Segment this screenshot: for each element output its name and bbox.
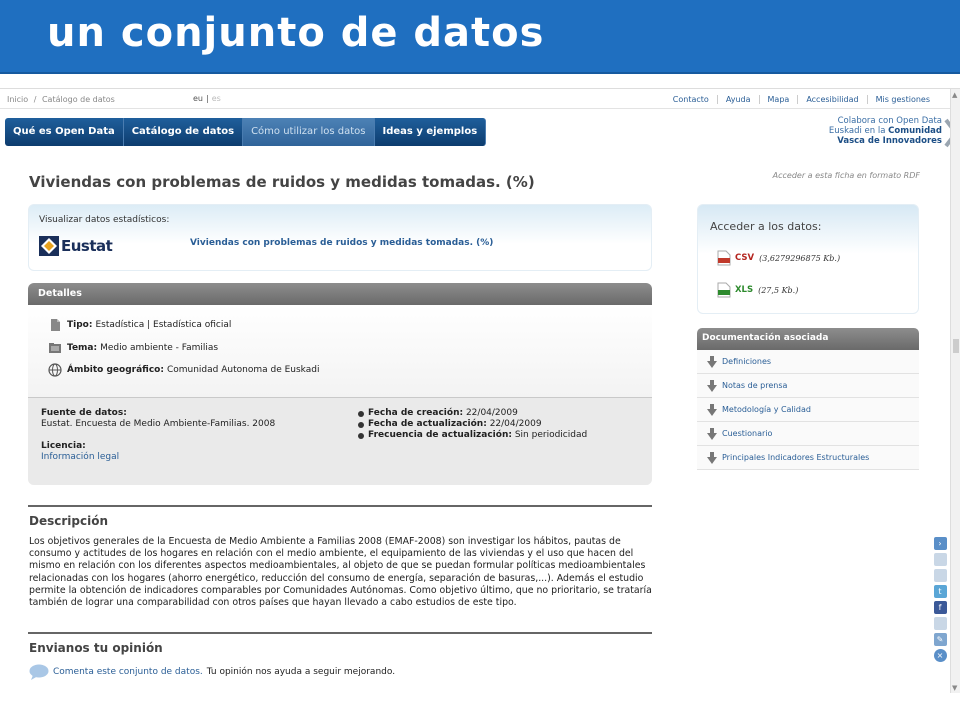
language-switcher [193,94,221,103]
detalle-ambito [48,363,319,377]
main-nav [5,118,486,146]
detalle-tema [48,341,218,355]
download-csv[interactable] [717,250,840,266]
colabora-line1: Colabora con Open Data [837,116,942,126]
colabora-line2: Euskadi en la [828,126,889,136]
detalles-body [28,305,652,397]
ambito-value: Comunidad Autonoma de Euskadi [166,365,320,375]
descripcion-text: Los objetivos generales de la Encuesta de Medio Ambiente a Familias 2008 (EMAF-2008) son investigar los hábitos, pautas de consumo y actitudes de los hogares en relación con el medio ambiente, el equipamiento de las viviendas y el uso que hacen del mismo en relación con los diferentes aspectos medioambientales, al objeto de que se puedan formular políticas medioambientales relacionadas con los hogares (ahorro energético, reducción del consumo de energía, separación de basuras,...). Además el estudio permite la obtención de indicadores comparables por Comunidades Autónomas. Como objetivo último, que no prioritario, se trataría también de lograr una comparabilidad con otros países que hayan llevado a cabo estudios de este tipo. [29,536,652,609]
doc-item-metodologia[interactable] [697,398,919,422]
tema-value: Medio ambiente - Familias [100,343,219,353]
doc-item-cuestionario[interactable] [697,422,919,446]
visualizar-panel [28,204,652,271]
opinion-heading: Envianos tu opinión [29,641,163,655]
doc-item-definiciones[interactable] [697,350,919,374]
visualizar-link[interactable]: Viviendas con problemas de ruidos y medidas tomadas. (%) [190,238,494,248]
actualizacion-value: 22/04/2009 [489,419,542,429]
lang-eu[interactable]: eu [193,94,203,103]
metadata-right [358,408,587,441]
doc-item-label[interactable]: Definiciones [722,357,772,366]
frecuencia-label: Frecuencia de actualización: [368,430,512,440]
eustat-logo-mark-icon [39,236,59,256]
colabora-line3: Vasca de Innovadores [837,136,942,146]
nav-que-es-open-data[interactable]: Qué es Open Data [5,118,124,146]
lang-separator: | [206,94,209,103]
download-xls[interactable] [717,282,798,298]
licencia-link[interactable]: Información legal [41,452,120,462]
doc-item-label[interactable]: Principales Indicadores Estructurales [722,453,870,462]
eustat-logo-text: Eustat [61,237,113,255]
globe-icon [48,363,62,377]
csv-size: (3,6279296875 Kb.) [759,253,841,263]
ambito-label: Ámbito geográfico: [67,365,164,375]
pencil-icon[interactable]: ✎ [934,633,947,646]
print-icon[interactable] [934,553,947,566]
section-divider [28,505,652,507]
arrow-down-icon [707,428,717,440]
documentacion-panel [697,328,919,470]
acceso-datos-panel [697,204,919,314]
link-accesibilidad[interactable]: Accesibilidad [797,95,866,104]
breadcrumb-separator: / [33,95,37,104]
utility-bar [0,89,950,109]
nav-catalogo-de-datos[interactable]: Catálogo de datos [124,118,243,146]
visualizar-label: Visualizar datos estadísticos: [39,215,170,225]
opinion-text: Tu opinión nos ayuda a seguir mejorando. [206,667,396,677]
nav-ideas-y-ejemplos[interactable]: Ideas y ejemplos [375,118,487,146]
web-page [0,88,960,693]
acceso-heading: Acceder a los datos: [710,220,822,233]
slide-heading: un conjunto de datos [47,10,545,56]
doc-item-label[interactable]: Notas de prensa [722,381,788,390]
arrow-down-icon [707,380,717,392]
frecuencia-value: Sin periodicidad [514,430,588,440]
bookmark-icon[interactable] [934,617,947,630]
detalles-panel [28,283,652,485]
lang-es[interactable]: es [211,94,221,103]
link-mapa[interactable]: Mapa [759,95,798,104]
fuente-label: Fuente de datos: [41,408,127,418]
xls-file-icon [717,282,731,298]
opinion-link[interactable]: Comenta este conjunto de datos. [53,667,203,677]
detalles-heading: Detalles [28,283,652,305]
colabora-line2-bold: Comunidad [888,126,942,136]
documentacion-heading: Documentación asociada [697,328,919,350]
xls-label[interactable]: XLS [735,285,754,295]
tema-label: Tema: [67,343,98,353]
csv-file-icon [717,250,731,266]
tipo-value: Estadística | Estadística oficial [95,320,232,330]
bullet-icon [358,433,364,439]
folder-icon [48,341,62,355]
doc-item-label[interactable]: Cuestionario [722,429,773,438]
breadcrumb [7,95,118,104]
twitter-icon[interactable]: t [934,585,947,598]
doc-item-label[interactable]: Metodología y Calidad [722,405,811,414]
document-icon [48,318,62,332]
bullet-icon [358,422,364,428]
colabora-promo[interactable] [829,116,942,146]
tipo-label: Tipo: [67,320,93,330]
creacion-label: Fecha de creación: [368,408,464,418]
csv-label[interactable]: CSV [735,253,755,263]
vertical-scrollbar[interactable] [950,89,960,693]
close-icon[interactable]: × [934,649,947,662]
breadcrumb-current: Catálogo de datos [41,95,115,104]
eustat-logo [39,236,112,256]
scroll-thumb[interactable] [953,339,959,353]
link-contacto[interactable]: Contacto [672,95,709,104]
email-icon[interactable] [934,569,947,582]
expand-chevron-icon[interactable]: › [934,537,947,550]
arrow-down-icon [707,452,717,464]
scroll-up-icon[interactable]: ▲ [952,91,958,99]
fuente-value: Eustat. Encuesta de Medio Ambiente-Familias. 2008 [41,419,276,429]
xls-size: (27,5 Kb.) [758,285,799,295]
link-ayuda[interactable]: Ayuda [717,95,759,104]
speech-bubble-icon [29,664,49,680]
slide-banner [0,0,960,74]
breadcrumb-home[interactable]: Inicio [7,95,29,104]
facebook-icon[interactable]: f [934,601,947,614]
bullet-icon [358,411,364,417]
top-links [665,95,938,104]
section-divider [28,632,652,634]
actualizacion-label: Fecha de actualización: [368,419,487,429]
metadata-left [41,408,275,463]
creacion-value: 22/04/2009 [465,408,518,418]
link-mis-gestiones[interactable]: Mis gestiones [867,95,938,104]
detalles-metadata [28,397,652,485]
share-toolbar [932,537,948,667]
detalle-tipo [48,318,231,332]
arrow-down-icon [707,356,717,368]
doc-item-notas-de-prensa[interactable] [697,374,919,398]
descripcion-heading: Descripción [29,514,108,528]
opinion-row [29,664,395,680]
dataset-title: Viviendas con problemas de ruidos y medidas tomadas. (%) [29,173,535,191]
arrow-down-icon [707,404,717,416]
scroll-down-icon[interactable]: ▼ [952,684,958,692]
rdf-link[interactable]: Acceder a esta ficha en formato RDF [772,171,920,180]
doc-item-indicadores[interactable] [697,446,919,470]
licencia-label: Licencia: [41,441,86,451]
nav-como-utilizar[interactable]: Cómo utilizar los datos [243,118,374,146]
